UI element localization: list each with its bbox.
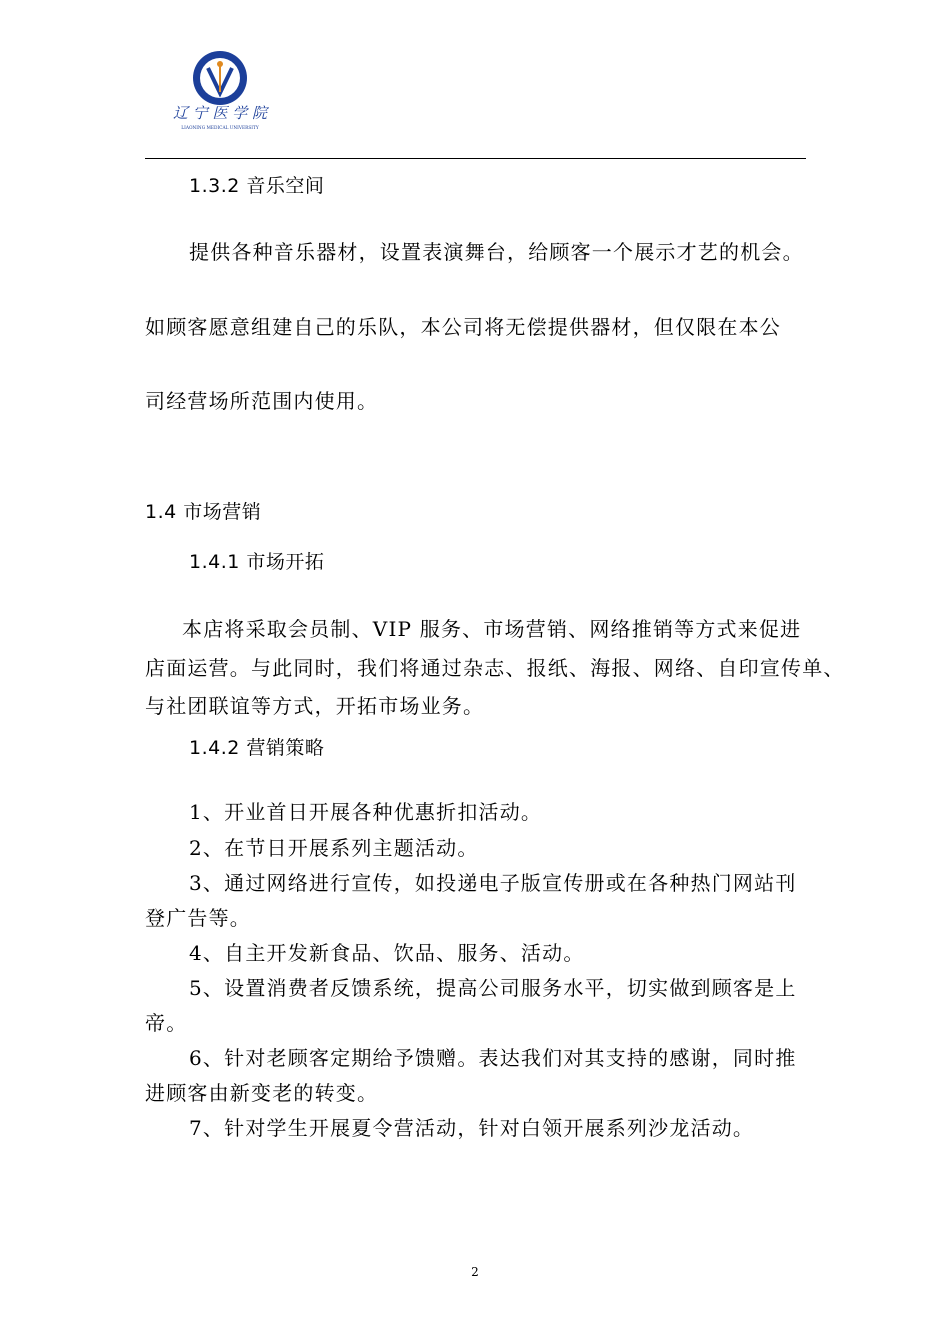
heading-1-4-1: 1.4.1 市场开拓 [189, 551, 325, 573]
list-item: 7、针对学生开展夏令营活动，针对白领开展系列沙龙活动。 [189, 1116, 755, 1140]
list-item: 6、针对老顾客定期给予馈赠。表达我们对其支持的感谢，同时推 [189, 1046, 797, 1070]
heading-1-4: 1.4 市场营销 [145, 501, 262, 523]
list-item: 2、在节日开展系列主题活动。 [189, 836, 479, 860]
svg-text:辽 宁 医 学 院: 辽 宁 医 学 院 [172, 104, 268, 122]
list-item-cont: 登广告等。 [145, 906, 251, 930]
paragraph-line: 与社团联谊等方式，开拓市场业务。 [145, 694, 485, 718]
paragraph-line: 店面运营。与此同时，我们将通过杂志、报纸、海报、网络、自印宣传单、 [145, 656, 845, 680]
svg-text:LIAONING MEDICAL UNIVERSITY: LIAONING MEDICAL UNIVERSITY [181, 126, 259, 131]
paragraph-line: 如顾客愿意组建自己的乐队，本公司将无偿提供器材，但仅限在本公 [145, 315, 781, 339]
list-item-cont: 进顾客由新变老的转变。 [145, 1081, 379, 1105]
list-item: 4、自主开发新食品、饮品、服务、活动。 [189, 941, 585, 965]
page-number: 2 [471, 1265, 479, 1279]
paragraph-line: 司经营场所范围内使用。 [145, 389, 379, 413]
university-logo [168, 48, 273, 133]
list-item: 1、开业首日开展各种优惠折扣活动。 [189, 800, 543, 824]
paragraph-line: 本店将采取会员制、VIP 服务、市场营销、网络推销等方式来促进 [182, 617, 802, 641]
list-item: 3、通过网络进行宣传，如投递电子版宣传册或在各种热门网站刊 [189, 871, 797, 895]
heading-1-4-2: 1.4.2 营销策略 [189, 737, 325, 759]
list-item-cont: 帝。 [145, 1011, 188, 1035]
list-item: 5、设置消费者反馈系统，提高公司服务水平，切实做到顾客是上 [189, 976, 797, 1000]
header-rule [145, 158, 806, 159]
paragraph-line: 提供各种音乐器材，设置表演舞台，给顾客一个展示才艺的机会。 [189, 240, 804, 264]
heading-1-3-2: 1.3.2 音乐空间 [189, 175, 325, 197]
